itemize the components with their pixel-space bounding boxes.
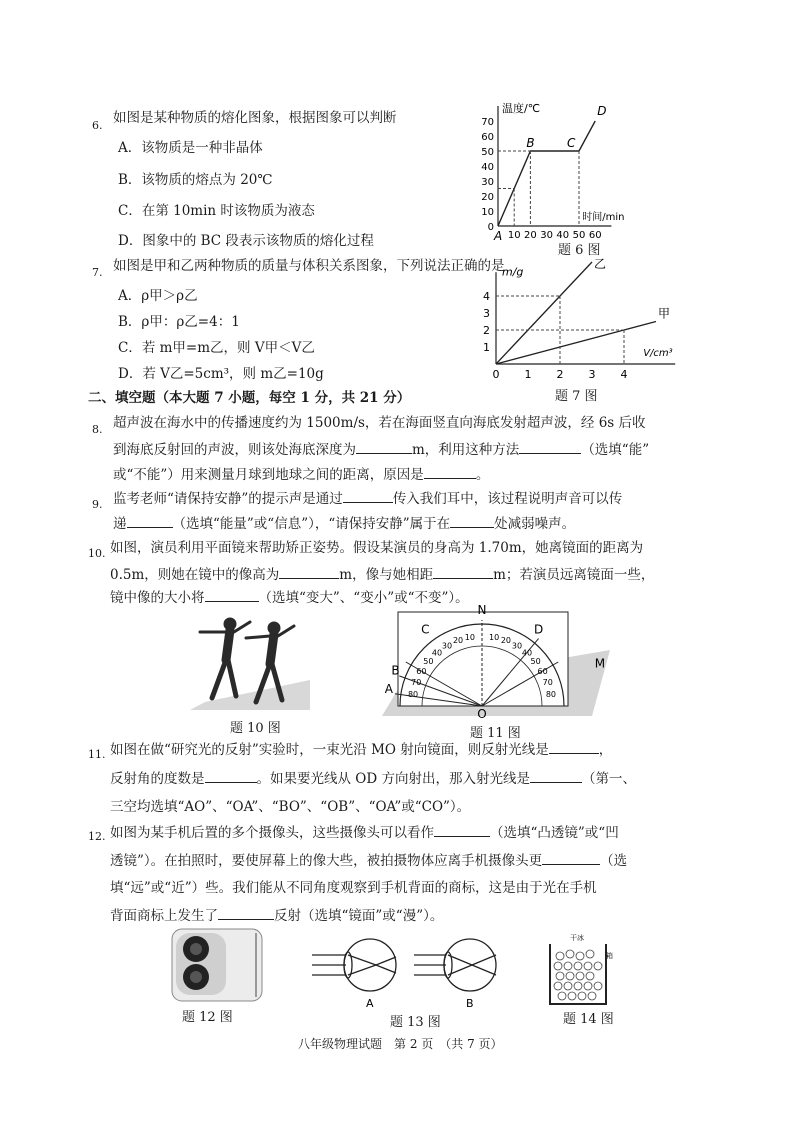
point-label-m: M (594, 656, 606, 671)
q12-blank1[interactable] (434, 824, 490, 837)
x-tick-label: 2 (556, 368, 564, 381)
q9-blank3[interactable] (450, 515, 494, 528)
q10-line3: 镜中像的大小将 （选填“变大”、“变小”或“不变”）。 (110, 590, 469, 606)
q11-line1: 如图在做“研究光的反射”实验时，一束光沿 MO 射向镜面，则反射光线是 ， (110, 742, 613, 758)
x-tick-label: 1 (524, 368, 532, 381)
y-tick-label: 60 (481, 132, 494, 143)
y-tick-label: 4 (483, 290, 490, 303)
q6-option-a: A．该物质是一种非晶体 (118, 140, 263, 156)
page-footer: 八年级物理试题 第 2 页 （共 7 页） (298, 1037, 503, 1051)
fig11-caption: 题 11 图 (470, 726, 521, 741)
series-line-jia (496, 322, 656, 365)
q10-number: 10. (88, 547, 106, 560)
q12-line4: 背面商标上发生了 反射（选填“镜面”或“漫”）。 (110, 908, 444, 924)
y-tick-label: 40 (481, 162, 494, 173)
tick-label-left: 70 (411, 678, 422, 688)
y-tick-label: 70 (481, 117, 494, 128)
x-tick-label: 0 (492, 368, 500, 381)
point-label-c: C (421, 622, 430, 637)
fig13-caption: 题 13 图 (390, 1015, 441, 1030)
q8-blank2[interactable] (519, 441, 581, 454)
y-axis-label: m/g (502, 265, 524, 279)
fig10-dancers-image (190, 610, 310, 710)
y-axis-label: 温度/℃ (502, 102, 541, 115)
q7-number: 7. (92, 266, 103, 279)
q6-number: 6. (92, 119, 103, 132)
q8-line1: 超声波在海水中的传播速度约为 1500m/s，若在海面竖直向海底发射超声波，经 6s 后收 (113, 415, 646, 431)
q10-blank3[interactable] (205, 589, 259, 602)
y-tick-label: 2 (483, 324, 490, 337)
tick-label-left: 40 (431, 648, 443, 658)
tick-label-right: 70 (542, 678, 553, 688)
q8-blank3[interactable] (424, 466, 476, 479)
x-tick-label: 30 (540, 230, 553, 241)
section-2-heading: 二、填空题（本大题 7 小题，每空 1 分，共 21 分） (88, 390, 411, 406)
tick-label-left: 50 (423, 657, 434, 667)
tick-label-right: 10 (489, 633, 500, 643)
q11-number: 11. (88, 748, 106, 761)
y-tick-label: 3 (483, 307, 490, 320)
q10-blank1[interactable] (279, 566, 339, 579)
q6-option-d: D．图象中的 BC 段表示该物质的熔化过程 (118, 233, 374, 249)
y-tick-label: 20 (481, 192, 494, 203)
x-axis-label: V/cm³ (643, 348, 673, 359)
x-axis-label: 时间/min (582, 212, 625, 223)
q11-blank2[interactable] (205, 770, 257, 783)
q10-line2: 0.5m，则她在镜中的像高为 m，像与她相距 m；若演员远离镜面一些， (110, 567, 655, 583)
x-tick-label: 3 (588, 368, 596, 381)
tick-label-left: 20 (452, 636, 464, 646)
x-tick-label: 40 (556, 230, 570, 241)
q8-line3: 或“不能”）用来测量月球到地球之间的距离，原因是 。 (113, 467, 490, 483)
q11-blank3[interactable] (530, 770, 582, 783)
fig12-caption: 题 12 图 (182, 1010, 233, 1025)
q9-number: 9. (92, 498, 103, 511)
q8-blank1[interactable] (356, 441, 412, 454)
tick-label-left: 10 (464, 633, 475, 643)
y-tick-label: 50 (481, 147, 494, 158)
q9-blank2[interactable] (127, 515, 173, 528)
q6-option-b: B．该物质的熔点为 20℃ (118, 172, 273, 188)
melting-curve (498, 121, 595, 226)
q12-number: 12. (88, 830, 106, 843)
fig13-eye-diagrams (310, 935, 510, 1010)
fig14-caption: 题 14 图 (563, 1012, 614, 1027)
point-label-n: N (477, 603, 487, 617)
x-tick-label: 50 (572, 230, 586, 241)
q8-line2: 到海底反射回的声波，则该处海底深度为 m，利用这种方法 （选填“能” (113, 442, 650, 458)
y-tick-label: 30 (481, 177, 494, 188)
y-tick-label: 0 (487, 222, 494, 233)
point-label-o: O (477, 707, 487, 721)
point-label-b: B (391, 663, 400, 678)
q7-option-b: B．ρ甲：ρ乙=4：1 (118, 314, 240, 330)
tick-label-right: 40 (521, 648, 533, 658)
q6-stem: 如图是某种物质的熔化图象，根据图象可以判断 (113, 110, 397, 126)
y-tick-label: 10 (481, 207, 494, 218)
x-tick-label: 20 (524, 230, 537, 241)
fig7-caption: 题 7 图 (555, 389, 598, 404)
point-label-b: B (526, 136, 535, 150)
q11-line2: 反射角的度数是 。如果要光线从 OD 方向射出，那入射光线是 （第一、 (110, 771, 636, 787)
q12-line2: 透镜”）。在拍照时，要使屏幕上的像大些，被拍摄物体应离手机摄像头更 （选 (110, 853, 628, 869)
point-label-a: A (384, 681, 394, 696)
point-label-d: D (534, 622, 544, 637)
tick-label-right: 20 (500, 636, 512, 646)
q11-line3: 三空均选填“AO”、“OA”、“BO”、“OB”、“OA”或“CO”）。 (110, 799, 471, 815)
point-label-d: D (597, 104, 607, 118)
q10-line1: 如图，演员利用平面镜来帮助矫正姿势。假设某演员的身高为 1.70m，她离镜面的距离为 (110, 540, 644, 556)
q9-line2: 递 （选填“能量”或“信息”），“请保持安静”属于在 处减弱噪声。 (113, 516, 576, 532)
q12-line1: 如图为某手机后置的多个摄像头，这些摄像头可以看作 （选填“凸透镜”或“凹 (110, 825, 619, 841)
y-tick-label: 1 (483, 341, 490, 354)
tick-label-right: 30 (511, 641, 523, 651)
tick-label-left: 60 (416, 667, 427, 676)
series-label-jia: 甲 (658, 306, 671, 321)
q7-stem: 如图是甲和乙两种物质的质量与体积关系图象，下列说法正确的是 (113, 258, 505, 274)
tick-label-left: 30 (441, 641, 453, 651)
q9-line1: 监考老师“请保持安静”的提示声是通过 传入我们耳中，该过程说明声音可以传 (113, 491, 623, 507)
q12-blank2[interactable] (542, 852, 600, 865)
series-label-yi: 乙 (594, 257, 607, 271)
fig6-caption: 题 6 图 (558, 243, 601, 258)
q7-option-a: A．ρ甲＞ρ乙 (118, 288, 198, 304)
q6-option-c: C．在第 10min 时该物质为液态 (118, 203, 315, 219)
q9-blank1[interactable] (343, 490, 393, 503)
fig13-label-b: B (466, 997, 474, 1010)
tick-label-right: 80 (545, 689, 557, 699)
q12-line3: 填“远”或“近”）些。我们能从不同角度观察到手机背面的商标，这是由于光在手机 (110, 880, 597, 896)
fig6-melting-graph (470, 102, 690, 258)
fig14-label-box: 箱 (606, 952, 613, 960)
x-tick-label: 60 (588, 230, 602, 241)
q12-blank3[interactable] (218, 907, 274, 920)
fig12-phone-cameras (168, 927, 268, 1002)
point-label-a: A (494, 229, 503, 243)
fig14-label-dry-ice: 干冰 (570, 934, 584, 942)
tick-label-left: 80 (407, 689, 419, 699)
tick-label-right: 60 (537, 667, 548, 676)
fig11-reflection-protractor (382, 603, 612, 721)
x-tick-label: 4 (620, 368, 628, 381)
q7-option-c: C．若 m甲=m乙，则 V甲＜V乙 (118, 340, 315, 356)
fig13-label-a: A (366, 997, 374, 1010)
tick-label-right: 50 (530, 657, 541, 667)
q8-number: 8. (92, 423, 103, 436)
fig14-dry-ice-box (546, 930, 616, 1008)
point-label-c: C (567, 136, 576, 150)
fig7-mass-volume-graph (478, 257, 698, 386)
q10-blank2[interactable] (433, 566, 493, 579)
q11-blank1[interactable] (549, 741, 599, 754)
x-tick-label: 10 (507, 230, 521, 241)
q7-option-d: D．若 V乙=5cm³，则 m乙=10g (118, 366, 324, 382)
fig10-caption: 题 10 图 (230, 721, 281, 736)
